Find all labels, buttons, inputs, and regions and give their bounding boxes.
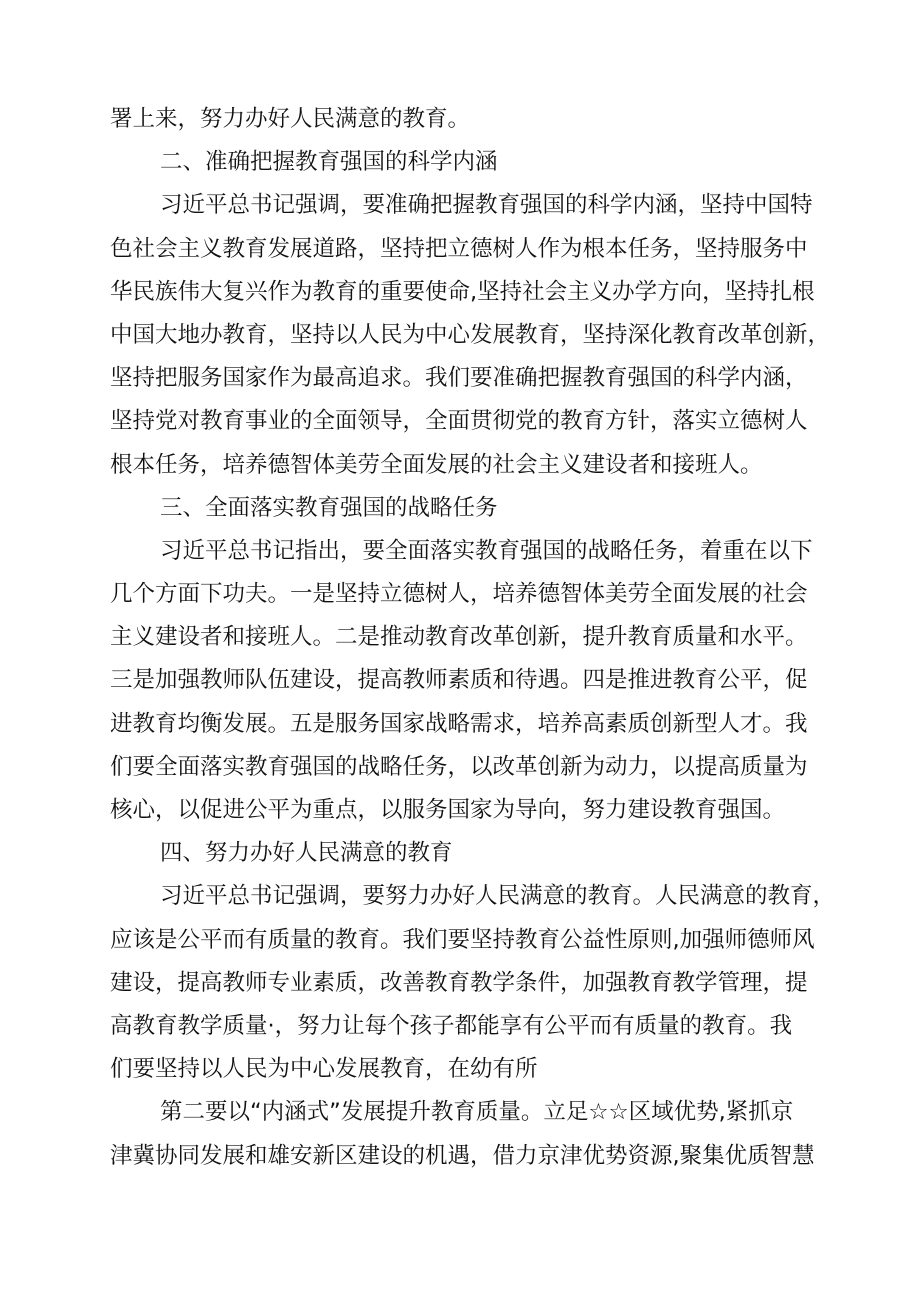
section-heading-3: 三、全面落实教育强国的战略任务 — [160, 494, 498, 521]
body-line: 署上来，努力办好人民满意的教育。 — [110, 106, 471, 132]
body-line: 色社会主义教育发展道路，坚持把立德树人作为根本任务，坚持服务中 — [110, 235, 808, 262]
body-line: 高教育教学质量·，努力让每个孩子都能享有公平而有质量的教育。我 — [110, 1012, 793, 1039]
body-line: 几个方面下功夫。一是坚持立德树人，培养德智体美劳全面发展的社会 — [110, 581, 808, 608]
section-heading-2: 二、准确把握教育强国的科学内涵 — [160, 149, 498, 176]
body-line: 中国大地办教育，坚持以人民为中心发展教育，坚持深化教育改革创新， — [110, 321, 831, 348]
body-line: 建设，提高教师专业素质，改善教育教学条件，加强教育教学管理，提 — [110, 969, 808, 996]
body-line: 主义建设者和接班人。二是推动教育改革创新，提升教育质量和水平。 — [110, 624, 808, 651]
body-line: 坚持党对教育事业的全面领导，全面贯彻党的教育方针，落实立德树人 — [110, 408, 808, 435]
paragraph-first-line: 第二要以“内涵式”发展提升教育质量。立足☆☆区域优势,紧抓京 — [160, 1099, 794, 1126]
paragraph-first-line: 习近平总书记指出，要全面落实教育强国的战略任务，着重在以下 — [160, 537, 813, 564]
body-line: 根本任务，培养德智体美劳全面发展的社会主义建设者和接班人。 — [110, 451, 763, 478]
body-line: 华民族伟大复兴作为教育的重要使命,坚持社会主义办学方向，坚持扎根 — [110, 278, 815, 305]
paragraph-first-line: 习近平总书记强调，要准确把握教育强国的科学内涵，坚持中国特 — [160, 192, 813, 219]
body-line: 们要坚持以人民为中心发展教育，在幼有所 — [110, 1056, 538, 1083]
section-heading-4: 四、努力办好人民满意的教育 — [160, 840, 453, 867]
document-body — [110, 98, 862, 1178]
body-line: 们要全面落实教育强国的战略任务，以改革创新为动力，以提高质量为 — [110, 753, 808, 780]
body-line: 进教育均衡发展。五是服务国家战略需求，培养高素质创新型人才。我 — [110, 710, 808, 737]
body-line: 核心，以促进公平为重点，以服务国家为导向，努力建设教育强国。 — [110, 797, 786, 823]
paragraph-first-line: 习近平总书记强调，要努力办好人民满意的教育。人民满意的教育， — [160, 883, 836, 910]
body-line: 应该是公平而有质量的教育。我们要坚持教育公益性原则,加强师德师风 — [110, 926, 815, 953]
body-line: 津冀协同发展和雄安新区建设的机遇，借力京津优势资源,聚集优质智慧 — [110, 1142, 815, 1169]
body-line: 坚持把服务国家作为最高追求。我们要准确把握教育强国的科学内涵， — [110, 365, 808, 392]
body-line: 三是加强教师队伍建设，提高教师素质和待遇。四是推进教育公平，促 — [110, 667, 808, 694]
